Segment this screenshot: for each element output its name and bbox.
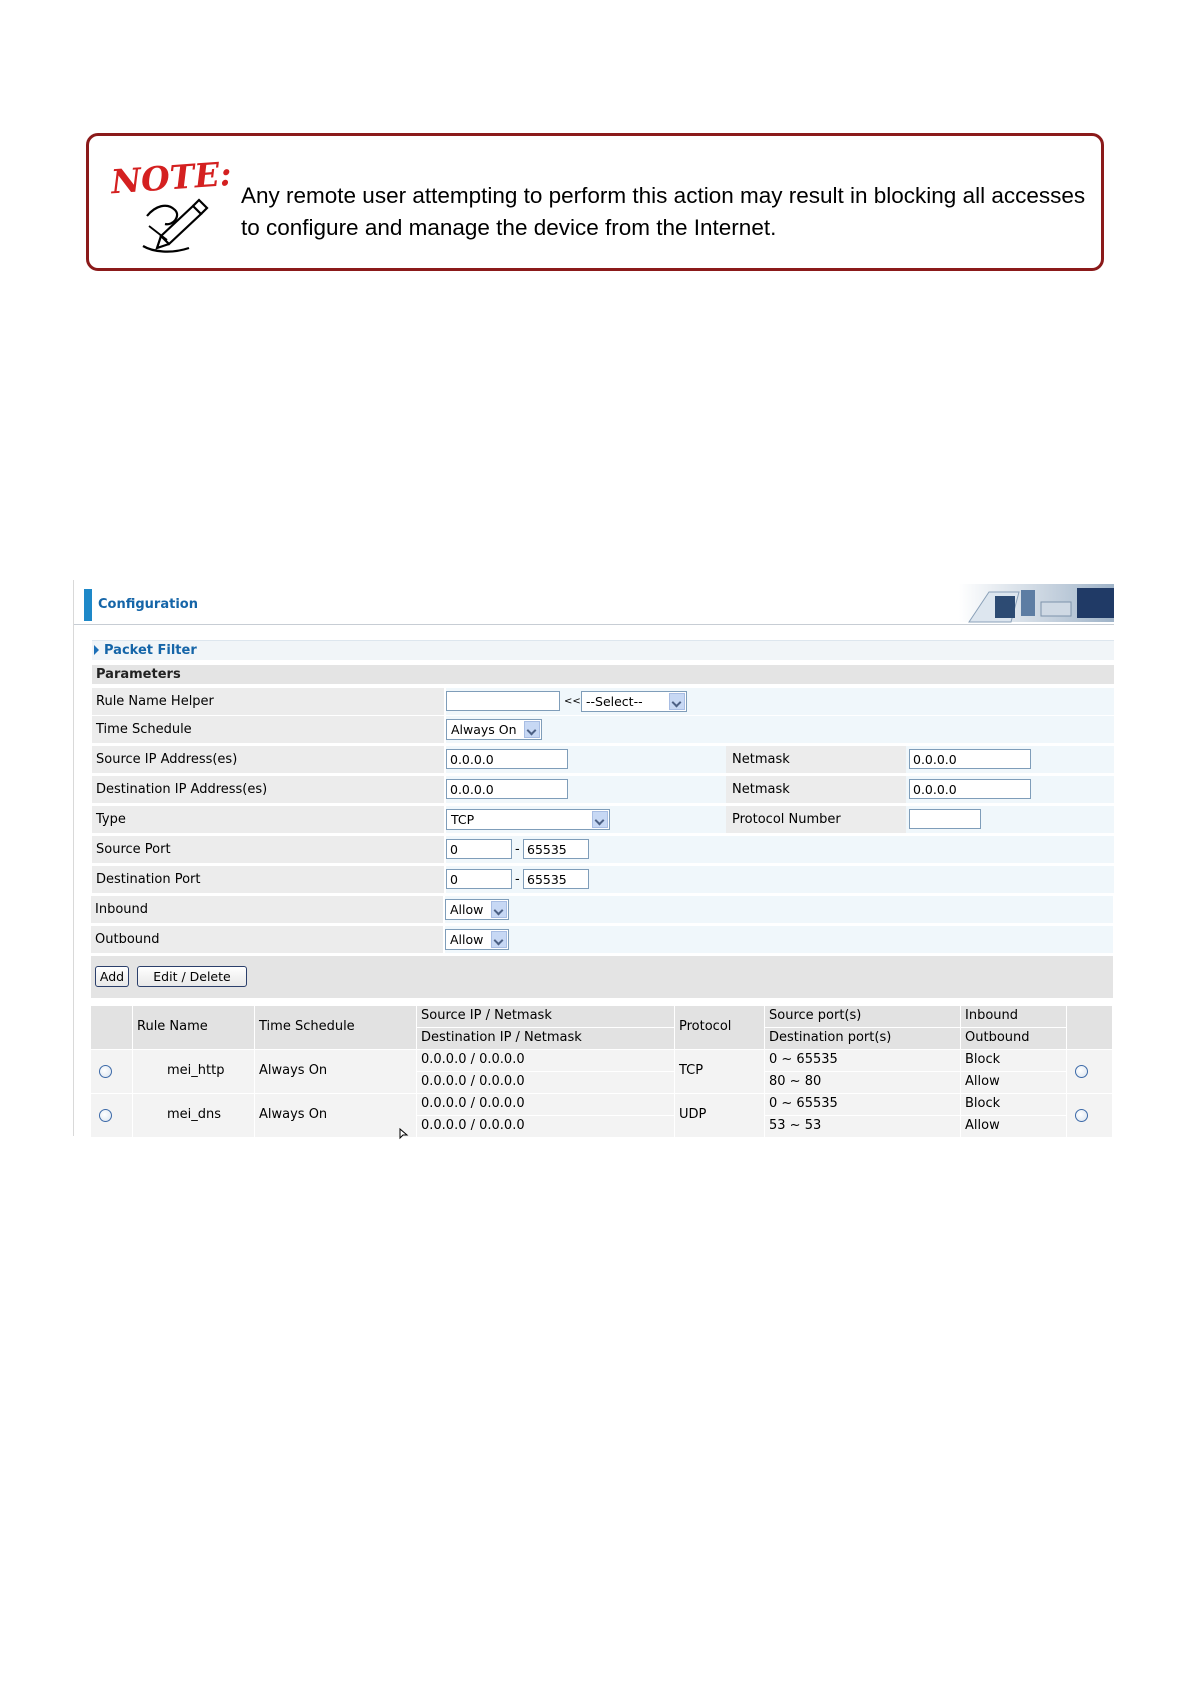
table-header-dst-ports: Destination port(s)	[765, 1028, 961, 1050]
table-header-inbound: Inbound	[961, 1006, 1067, 1028]
port-range-separator: -	[515, 842, 520, 857]
src-ports-cell: 0 ~ 65535	[769, 1096, 838, 1111]
src-ip-cell: 0.0.0.0 / 0.0.0.0	[421, 1096, 525, 1111]
destination-netmask-label: Netmask	[732, 782, 790, 797]
schedule-cell: Always On	[259, 1107, 328, 1122]
source-netmask-label: Netmask	[732, 752, 790, 767]
svg-text:NOTE:: NOTE:	[109, 153, 233, 202]
outbound-cell: Allow	[965, 1118, 1000, 1133]
outbound-cell: Allow	[965, 1074, 1000, 1089]
protocol-number-label: Protocol Number	[732, 812, 841, 827]
source-ip-label: Source IP Address(es)	[96, 752, 238, 767]
table-row	[91, 1094, 133, 1138]
destination-ip-label: Destination IP Address(es)	[96, 782, 268, 797]
type-select[interactable]: TCP	[446, 809, 610, 830]
protocol-cell: TCP	[679, 1063, 704, 1078]
inbound-label: Inbound	[95, 902, 149, 917]
note-box	[86, 133, 1104, 271]
table-header-select	[91, 1006, 133, 1050]
table-header-outbound: Outbound	[961, 1028, 1067, 1050]
table-header-select-right	[1067, 1006, 1113, 1050]
edit-delete-button[interactable]: Edit / Delete	[137, 966, 247, 987]
add-button[interactable]: Add	[95, 966, 129, 987]
time-schedule-select[interactable]: Always On	[446, 719, 542, 740]
page-title: Configuration	[98, 597, 198, 612]
helper-arrow: <<	[564, 696, 581, 707]
rule-radio-left[interactable]	[99, 1109, 112, 1122]
note-pencil-icon	[109, 150, 233, 258]
rule-name-cell: mei_http	[167, 1063, 225, 1078]
protocol-cell: UDP	[679, 1107, 707, 1122]
section-title: Packet Filter	[104, 643, 197, 658]
rule-name-label: Rule Name Helper	[96, 694, 214, 709]
outbound-select[interactable]: Allow	[445, 929, 509, 950]
rule-radio-right[interactable]	[1075, 1065, 1088, 1078]
inbound-select[interactable]: Allow	[445, 899, 509, 920]
schedule-cell: Always On	[259, 1063, 328, 1078]
inbound-cell: Block	[965, 1096, 1001, 1111]
panel-lower-content	[73, 580, 1113, 1136]
rule-radio-right[interactable]	[1075, 1109, 1088, 1122]
inbound-cell: Block	[965, 1052, 1001, 1067]
dst-ip-cell: 0.0.0.0 / 0.0.0.0	[421, 1074, 525, 1089]
rule-radio-left[interactable]	[99, 1065, 112, 1078]
row-outbound	[91, 926, 1113, 954]
dst-ports-cell: 80 ~ 80	[769, 1074, 822, 1089]
dst-ports-cell: 53 ~ 53	[769, 1118, 822, 1133]
dst-ip-cell: 0.0.0.0 / 0.0.0.0	[421, 1118, 525, 1133]
src-ports-cell: 0 ~ 65535	[769, 1052, 838, 1067]
mouse-cursor-icon	[399, 1128, 409, 1140]
source-port-label: Source Port	[96, 842, 171, 857]
chevron-down-icon	[491, 901, 507, 918]
chevron-down-icon	[491, 931, 507, 948]
port-range-separator: -	[515, 872, 520, 887]
table-header-src-ip: Source IP / Netmask	[417, 1006, 675, 1028]
src-ip-cell: 0.0.0.0 / 0.0.0.0	[421, 1052, 525, 1067]
row-inbound	[91, 896, 1113, 924]
type-label: Type	[96, 812, 126, 827]
table-header-protocol: Protocol	[675, 1006, 765, 1050]
rule-name-cell: mei_dns	[167, 1107, 222, 1122]
note-text: Any remote user attempting to perform this action may result in blocking all accesses to configure and manage the device from the Internet.	[241, 183, 1086, 240]
table-header-dst-ip: Destination IP / Netmask	[417, 1028, 675, 1050]
action-bar	[91, 956, 1113, 998]
destination-port-label: Destination Port	[96, 872, 201, 887]
parameters-title: Parameters	[96, 667, 181, 682]
table-header-time-schedule: Time Schedule	[255, 1006, 417, 1050]
table-header-rule-name: Rule Name	[133, 1006, 255, 1050]
table-row	[91, 1050, 133, 1094]
outbound-label: Outbound	[95, 932, 160, 947]
table-header-src-ports: Source port(s)	[765, 1006, 961, 1028]
time-schedule-label: Time Schedule	[96, 722, 192, 737]
rule-name-helper-select[interactable]: --Select--	[581, 691, 687, 712]
